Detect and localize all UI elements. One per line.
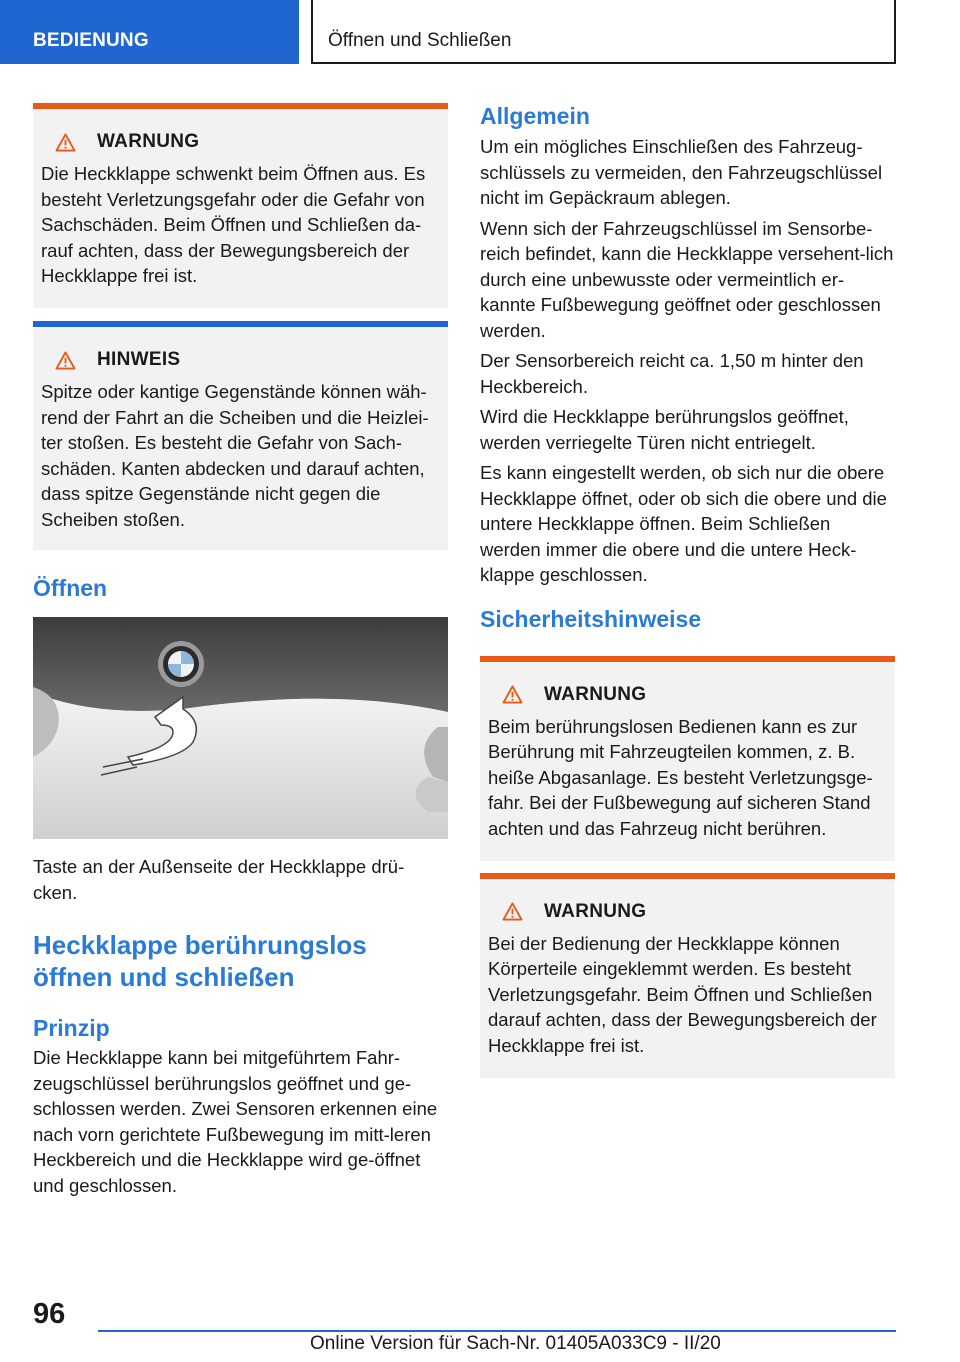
footer-divider <box>98 1330 896 1332</box>
left-column <box>33 103 448 1203</box>
warning-text: Die Heckklappe schwenkt beim Öffnen aus. Es besteht Verletzungsgefahr oder die Gefahr von Sachschäden. Beim Öffnen und Schließen da-rauf achten, dass der Bewegungsbereich der Heckklappe frei ist. <box>41 163 426 286</box>
warning-triangle-icon <box>55 351 76 370</box>
general-paragraph-1: Um ein mögliches Einschließen des Fahrzeug-schlüssels zu vermeiden, den Fahrzeugschlüssel nicht im Gepäckraum ablegen. <box>480 136 883 208</box>
warning-triangle-icon <box>502 902 523 921</box>
general-paragraph-2: Wenn sich der Fahrzeugschlüssel im Sensorbe-reich befindet, kann die Heckklappe versehent-lich durch eine unbewusste oder vermeintlich er-kannte Fußbewegung geöffnet oder geschlossen werden. <box>480 217 894 341</box>
warning-triangle-icon <box>55 133 76 152</box>
warning-label: WARNUNG <box>97 131 200 152</box>
warning-triangle-icon <box>502 685 523 704</box>
warning-label: WARNUNG <box>544 900 647 922</box>
general-paragraph-3: Der Sensorbereich reicht ca. 1,50 m hinter den Heckbereich. <box>480 350 864 397</box>
warning-box <box>480 656 895 861</box>
heading-general: Allgemein <box>480 103 590 129</box>
general-paragraph-4: Wird die Heckklappe berührungslos geöffnet, werden verriegelte Türen nicht entriegelt. <box>480 406 849 453</box>
right-column <box>480 103 895 1078</box>
heading-open: Öffnen <box>33 575 108 601</box>
tailgate-button-figure <box>33 617 448 839</box>
figure-caption: Taste an der Außenseite der Heckklappe drü-cken. <box>33 856 405 903</box>
general-paragraph-5: Es kann eingestellt werden, ob sich nur die obere Heckklappe öffnet, oder ob sich die obere und die untere Heckklappe öffnen. Beim Schließen werden immer die obere und die untere Heck-klappe geschlossen. <box>480 462 887 585</box>
warning-box <box>480 873 895 1078</box>
section-tab <box>0 0 299 64</box>
principle-text: Die Heckklappe kann bei mitgeführtem Fahr-zeugschlüssel berührungslos geöffnet und ge-schlossen werden. Zwei Sensoren erkennen eine nach vorn gerichtete Fußbewegung im mitt-leren Heckbereich und die Heckklappe wird ge-öffnet und geschlossen. <box>33 1047 438 1196</box>
section-label: BEDIENUNG <box>33 30 149 51</box>
warning-text: Bei der Bedienung der Heckklappe können Körperteile eingeklemmt werden. Es besteht Verletzungsgefahr. Beim Öffnen und Schließen darauf achten, dass der Bewegungsbereich der Heckklappe frei ist. <box>488 932 877 1056</box>
warning-text: Beim berührungslosen Bedienen kann es zur Berührung mit Fahrzeugteilen kommen, z. B. heiße Abgasanlage. Es besteht Verletzungsge-fahr. Bei der Fußbewegung auf sicheren Stand achten und das Fahrzeug nicht berühren. <box>488 715 873 839</box>
footer-text: Online Version für Sach-Nr. 01405A033C9 - II/20 <box>310 1333 721 1354</box>
heading-touchless: Heckklappe berührungslos öffnen und schließen <box>33 930 367 992</box>
page-number: 96 <box>33 1298 66 1330</box>
warning-box <box>33 103 448 308</box>
hint-text: Spitze oder kantige Gegenstände können wäh-rend der Fahrt an die Scheiben und die Heizlei-ter stoßen. Es besteht die Gefahr von Sach-schäden. Kanten abdecken und darauf achten, dass spitze Gegenstände nicht gegen die Scheiben stoßen. <box>41 381 429 530</box>
heading-principle: Prinzip <box>33 1015 110 1041</box>
tailgate-illustration <box>33 617 448 839</box>
heading-safety: Sicherheitshinweise <box>480 605 702 632</box>
hint-box <box>33 321 448 550</box>
chapter-header <box>311 0 896 64</box>
warning-label: WARNUNG <box>544 683 647 705</box>
chapter-title: Öffnen und Schließen <box>328 30 512 51</box>
hint-label: HINWEIS <box>97 349 181 370</box>
